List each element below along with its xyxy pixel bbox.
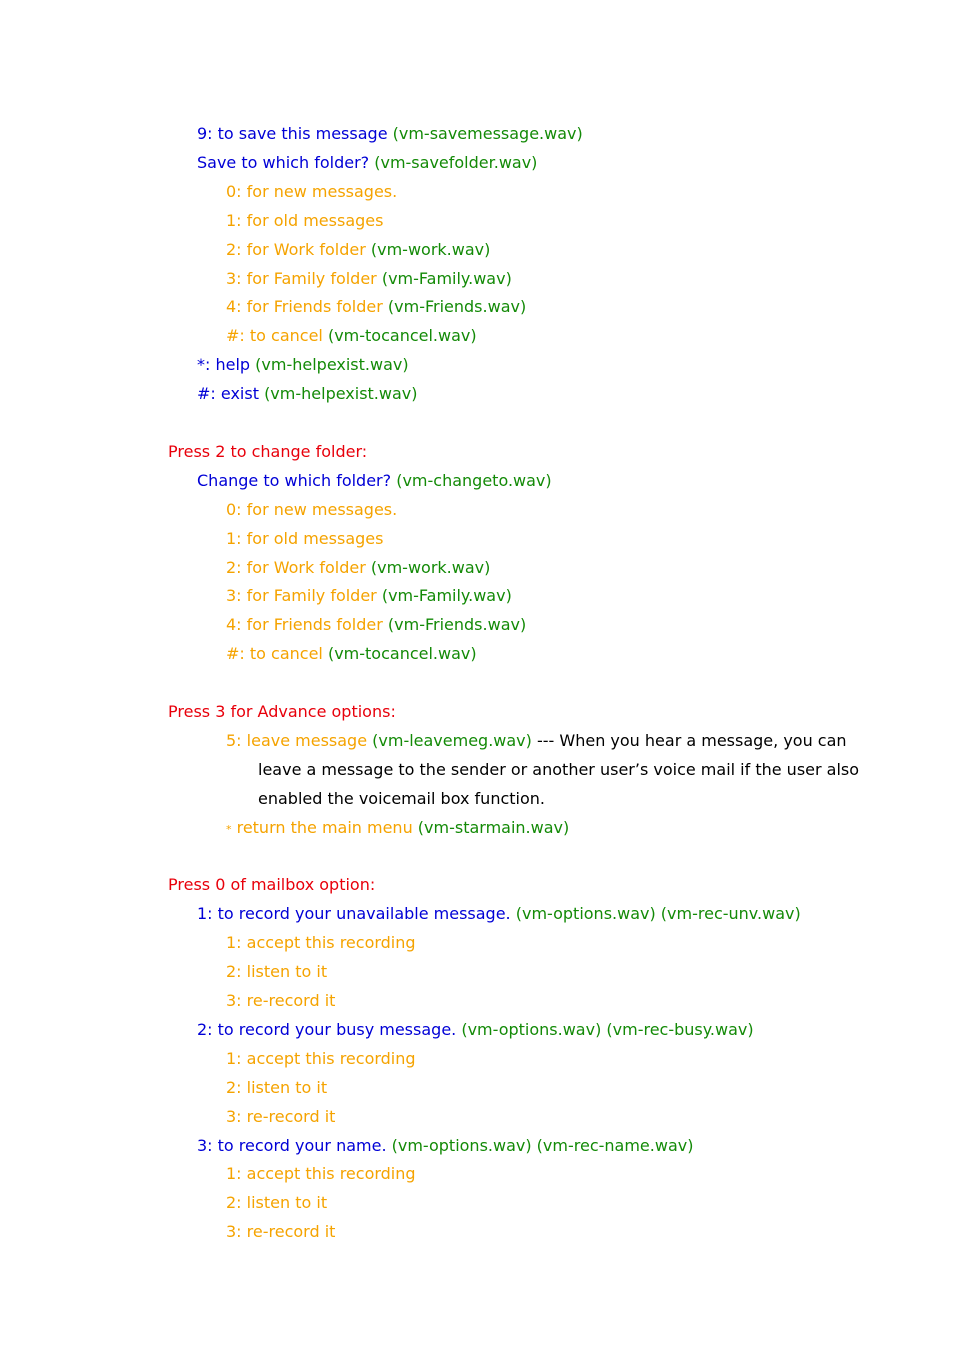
wav-file-name: (vm-tocancel.wav): [327, 326, 477, 345]
document-line: [226, 1049, 416, 1069]
option-text: 3: re-record it: [226, 991, 336, 1010]
document-line: [226, 297, 526, 317]
option-text: 2: listen to it: [226, 1193, 328, 1212]
option-text: 2: for Work folder: [226, 558, 371, 577]
document-line: [226, 326, 477, 346]
document-line: [226, 182, 397, 202]
wav-file-name: (vm-savemessage.wav): [392, 124, 583, 143]
option-text: 2: listen to it: [226, 1078, 328, 1097]
option-text: #: to cancel: [226, 644, 328, 663]
menu-item-text: #: exist: [197, 384, 265, 403]
option-text: 3: re-record it: [226, 1107, 336, 1126]
document-line: [226, 1222, 335, 1242]
wav-file-name: (vm-Family.wav): [381, 269, 512, 288]
section-heading: Press 2 to change folder:: [168, 442, 368, 461]
menu-item-text: 1: to record your unavailable message.: [197, 904, 516, 923]
document-line: [226, 1107, 335, 1127]
document-line: [197, 355, 409, 375]
document-line: [226, 962, 327, 982]
option-text: 1: accept this recording: [226, 1164, 416, 1183]
document-line: [197, 384, 418, 404]
document-line: [226, 615, 526, 635]
wav-file-name: (vm-changeto.wav): [396, 471, 552, 490]
star-key-glyph: *: [226, 823, 232, 836]
document-line: [226, 529, 383, 549]
document-line: [226, 1164, 416, 1184]
wav-file-name: (vm-options.wav) (vm-rec-name.wav): [391, 1136, 694, 1155]
wav-file-name: (vm-helpexist.wav): [264, 384, 418, 403]
wav-file-name: (vm-options.wav) (vm-rec-busy.wav): [461, 1020, 754, 1039]
wav-file-name: (vm-helpexist.wav): [255, 355, 409, 374]
document-line: [197, 1136, 693, 1156]
option-text: 1: for old messages: [226, 211, 384, 230]
document-line: [197, 471, 552, 491]
document-line: [197, 1020, 754, 1040]
option-text: 4: for Friends folder: [226, 615, 388, 634]
document-line: [226, 644, 477, 664]
option-text: 1: accept this recording: [226, 1049, 416, 1068]
document-line: [226, 269, 512, 289]
option-text: 5: leave message: [226, 731, 373, 750]
document-line: [168, 875, 375, 895]
document-line: [226, 558, 490, 578]
document-line: [197, 124, 583, 144]
document-line: [226, 1193, 327, 1213]
section-heading: Press 0 of mailbox option:: [168, 875, 376, 894]
document-line: [258, 789, 545, 809]
document-line: [226, 586, 512, 606]
document-line: [168, 702, 396, 722]
option-text: 0: for new messages.: [226, 182, 398, 201]
description-text: enabled the voicemail box function.: [258, 789, 545, 808]
option-text: 1: accept this recording: [226, 933, 416, 952]
document-line: [168, 442, 367, 462]
document-line: [197, 153, 537, 173]
document-line: [226, 991, 335, 1011]
option-text: #: to cancel: [226, 326, 328, 345]
wav-file-name: (vm-Family.wav): [381, 586, 512, 605]
option-text: 3: re-record it: [226, 1222, 336, 1241]
menu-item-text: 3: to record your name.: [197, 1136, 392, 1155]
option-text: 3: for Family folder: [226, 586, 382, 605]
wav-file-name: (vm-Friends.wav): [387, 297, 527, 316]
wav-file-name: (vm-Friends.wav): [387, 615, 527, 634]
document-line: [226, 933, 416, 953]
document-line: [226, 240, 490, 260]
option-text: 0: for new messages.: [226, 500, 398, 519]
option-text: 3: for Family folder: [226, 269, 382, 288]
wav-file-name: (vm-work.wav): [370, 240, 491, 259]
option-text: 2: for Work folder: [226, 240, 371, 259]
menu-item-text: Save to which folder?: [197, 153, 375, 172]
document-line: [226, 500, 397, 520]
menu-item-text: 9: to save this message: [197, 124, 393, 143]
option-text: 2: listen to it: [226, 962, 328, 981]
option-text: 1: for old messages: [226, 529, 384, 548]
wav-file-name: (vm-options.wav) (vm-rec-unv.wav): [515, 904, 801, 923]
document-line: [258, 760, 859, 780]
wav-file-name: (vm-tocancel.wav): [327, 644, 477, 663]
menu-item-text: 2: to record your busy message.: [197, 1020, 462, 1039]
menu-item-text: *: help: [197, 355, 256, 374]
option-text: 4: for Friends folder: [226, 297, 388, 316]
document-line: [226, 731, 847, 751]
wav-file-name: (vm-savefolder.wav): [374, 153, 538, 172]
document-line: [197, 904, 801, 924]
wav-file-name: (vm-leavemeg.wav): [372, 731, 532, 750]
section-heading: Press 3 for Advance options:: [168, 702, 396, 721]
description-text: --- When you hear a message, you can: [531, 731, 847, 750]
document-line: [226, 818, 569, 838]
description-text: leave a message to the sender or another user’s voice mail if the user also: [258, 760, 860, 779]
document-line: [226, 211, 383, 231]
wav-file-name: (vm-starmain.wav): [417, 818, 570, 837]
menu-item-text: Change to which folder?: [197, 471, 397, 490]
wav-file-name: (vm-work.wav): [370, 558, 491, 577]
document-line: [226, 1078, 327, 1098]
option-text: return the main menu: [231, 818, 418, 837]
